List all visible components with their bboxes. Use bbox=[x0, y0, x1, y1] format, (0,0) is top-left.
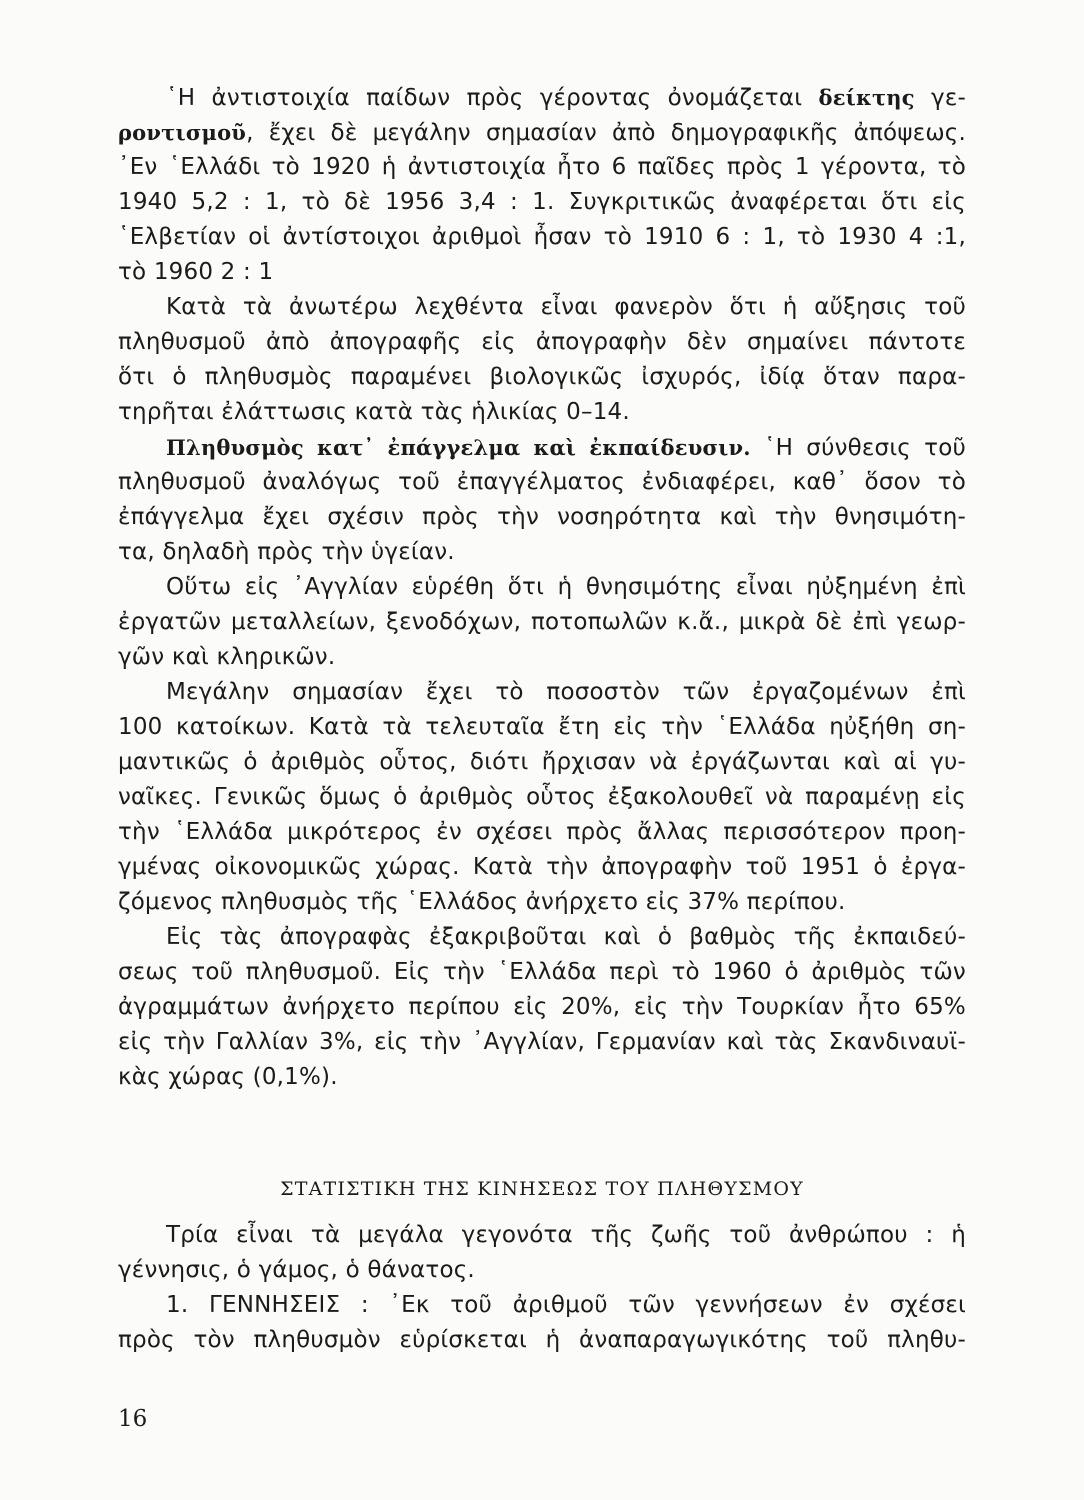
text-line: ῾Ελβετίαν οἱ ἀντίστοιχοι ἀριθμοὶ ἦσαν τὸ 1910 6 : 1, τὸ 1930 4 :1, bbox=[118, 224, 966, 250]
text-line: Μεγάλην σημασίαν ἔχει τὸ ποσοστὸν τῶν ἐργαζομένων ἐπὶ bbox=[166, 679, 966, 705]
text-line: 1940 5,2 : 1, τὸ δὲ 1956 3,4 : 1. Συγκριτικῶς ἀναφέρεται ὅτι εἰς bbox=[118, 189, 966, 215]
text-line: τὴν ῾Ελλάδα μικρότερος ἐν σχέσει πρὸς ἄλλας περισσότερον προη- bbox=[118, 819, 966, 845]
paragraph-occupation bbox=[118, 430, 966, 570]
text-line: σεως τοῦ πληθυσμοῦ. Εἰς τὴν ῾Ελλάδα περὶ τὸ 1960 ὁ ἀριθμὸς τῶν bbox=[118, 959, 966, 985]
paragraph-ageing-index bbox=[118, 80, 966, 290]
text-line: Εἰς τὰς ἀπογραφὰς ἐξακριβοῦται καὶ ὁ βαθμὸς τῆς ἐκπαιδεύ- bbox=[166, 924, 966, 950]
page-body bbox=[118, 80, 966, 1353]
bold-term: δείκτης bbox=[818, 85, 915, 110]
bold-term: ροντισμοῦ bbox=[118, 120, 247, 145]
text-line: Πληθυσμὸς κατ᾿ ἐπάγγελμα καὶ ἐκπαίδευσιν. ῾Η σύνθεσις τοῦ bbox=[166, 435, 966, 461]
text-line: γμένας οἰκονομικῶς χώρας. Κατὰ τὴν ἀπογραφὴν τοῦ 1951 ὁ ἐργα- bbox=[118, 854, 966, 880]
paragraph-births bbox=[118, 1288, 966, 1358]
text-line: ζόμενος πληθυσμὸς τῆς ῾Ελλάδος ἀνήρχετο εἰς 37% περίπου. bbox=[118, 889, 846, 915]
subheading-occupation-education: Πληθυσμὸς κατ᾿ ἐπάγγελμα καὶ ἐκπαίδευσιν. bbox=[166, 435, 751, 460]
paragraph-life-events bbox=[118, 1218, 966, 1288]
paragraph-england-mortality bbox=[118, 570, 966, 675]
page-number: 16 bbox=[118, 1406, 148, 1432]
text-line: πληθυσμοῦ ἀπὸ ἀπογραφῆς εἰς ἀπογραφὴν δὲν σημαίνει πάντοτε bbox=[118, 329, 966, 355]
text-line: πληθυσμοῦ ἀναλόγως τοῦ ἐπαγγέλματος ἐνδιαφέρει, καθ᾿ ὅσον τὸ bbox=[118, 469, 966, 495]
text-line: ᾿Εν ῾Ελλάδι τὸ 1920 ἡ ἀντιστοιχία ἦτο 6 παῖδες πρὸς 1 γέροντα, τὸ bbox=[118, 154, 966, 180]
text-line: ναῖκες. Γενικῶς ὅμως ὁ ἀριθμὸς οὗτος ἐξακολουθεῖ νὰ παραμένῃ εἰς bbox=[118, 784, 966, 810]
text-line: γέννησις, ὁ γάμος, ὁ θάνατος. bbox=[118, 1257, 475, 1283]
text-line: Κατὰ τὰ ἀνωτέρω λεχθέντα εἶναι φανερὸν ὅτι ἡ αὔξησις τοῦ bbox=[166, 294, 966, 320]
section-population-movement bbox=[118, 1218, 966, 1358]
text-line: ροντισμοῦ, ἔχει δὲ μεγάλην σημασίαν ἀπὸ δημογραφικῆς ἀπόψεως. bbox=[118, 120, 966, 146]
paragraph-working-population bbox=[118, 675, 966, 920]
text-line: 1. ΓΕΝΝΗΣΕΙΣ : ᾿Εκ τοῦ ἀριθμοῦ τῶν γεννήσεων ἐν σχέσει bbox=[166, 1292, 966, 1318]
text-line: εἰς τὴν Γαλλίαν 3%, εἰς τὴν ᾿Αγγλίαν, Γερμανίαν καὶ τὰς Σκανδιναυϊ- bbox=[118, 1029, 966, 1055]
text-line: τὸ 1960 2 : 1 bbox=[118, 259, 274, 285]
section-heading: ΣΤΑΤΙΣΤΙΚΗ ΤΗΣ ΚΙΝΗΣΕΩΣ ΤΟΥ ΠΛΗΘΥΣΜΟΥ bbox=[280, 1177, 804, 1200]
text-line: Οὕτω εἰς ᾿Αγγλίαν εὑρέθη ὅτι ἡ θνησιμότης εἶναι ηὐξημένη ἐπὶ bbox=[166, 574, 966, 600]
text-line: Τρία εἶναι τὰ μεγάλα γεγονότα τῆς ζωῆς τοῦ ἀνθρώπου : ἡ bbox=[166, 1222, 966, 1248]
text-line: ὅτι ὁ πληθυσμὸς παραμένει βιολογικῶς ἰσχυρός, ἰδίᾳ ὅταν παρα- bbox=[118, 364, 966, 390]
text-line: ἀγραμμάτων ἀνήρχετο περίπου εἰς 20%, εἰς τὴν Τουρκίαν ἦτο 65% bbox=[118, 994, 966, 1020]
text-line: ἐργατῶν μεταλλείων, ξενοδόχων, ποτοπωλῶν κ.ἄ., μικρὰ δὲ ἐπὶ γεωρ- bbox=[118, 609, 966, 635]
text-line: πρὸς τὸν πληθυσμὸν εὑρίσκεται ἡ ἀναπαραγωγικότης τοῦ πληθυ- bbox=[118, 1327, 966, 1353]
text-line: γῶν καὶ κληρικῶν. bbox=[118, 644, 336, 670]
text-line: τηρῆται ἐλάττωσις κατὰ τὰς ἡλικίας 0–14. bbox=[118, 399, 630, 425]
paragraph-population-growth bbox=[118, 290, 966, 430]
text-line: κὰς χώρας (0,1%). bbox=[118, 1064, 338, 1090]
text-line: ῾Η ἀντιστοιχία παίδων πρὸς γέροντας ὀνομάζεται δείκτης γε- bbox=[166, 85, 966, 111]
text-line: τα, δηλαδὴ πρὸς τὴν ὑγείαν. bbox=[118, 539, 455, 565]
text-line: ἐπάγγελμα ἔχει σχέσιν πρὸς τὴν νοσηρότητα καὶ τὴν θνησιμότη- bbox=[118, 504, 966, 530]
paragraph-education-level bbox=[118, 920, 966, 1095]
text-line: μαντικῶς ὁ ἀριθμὸς οὗτος, διότι ἤρχισαν νὰ ἐργάζωνται καὶ αἱ γυ- bbox=[118, 749, 966, 775]
text-line: 100 κατοίκων. Κατὰ τὰ τελευταῖα ἔτη εἰς τὴν ῾Ελλάδα ηὐξήθη ση- bbox=[118, 714, 966, 740]
